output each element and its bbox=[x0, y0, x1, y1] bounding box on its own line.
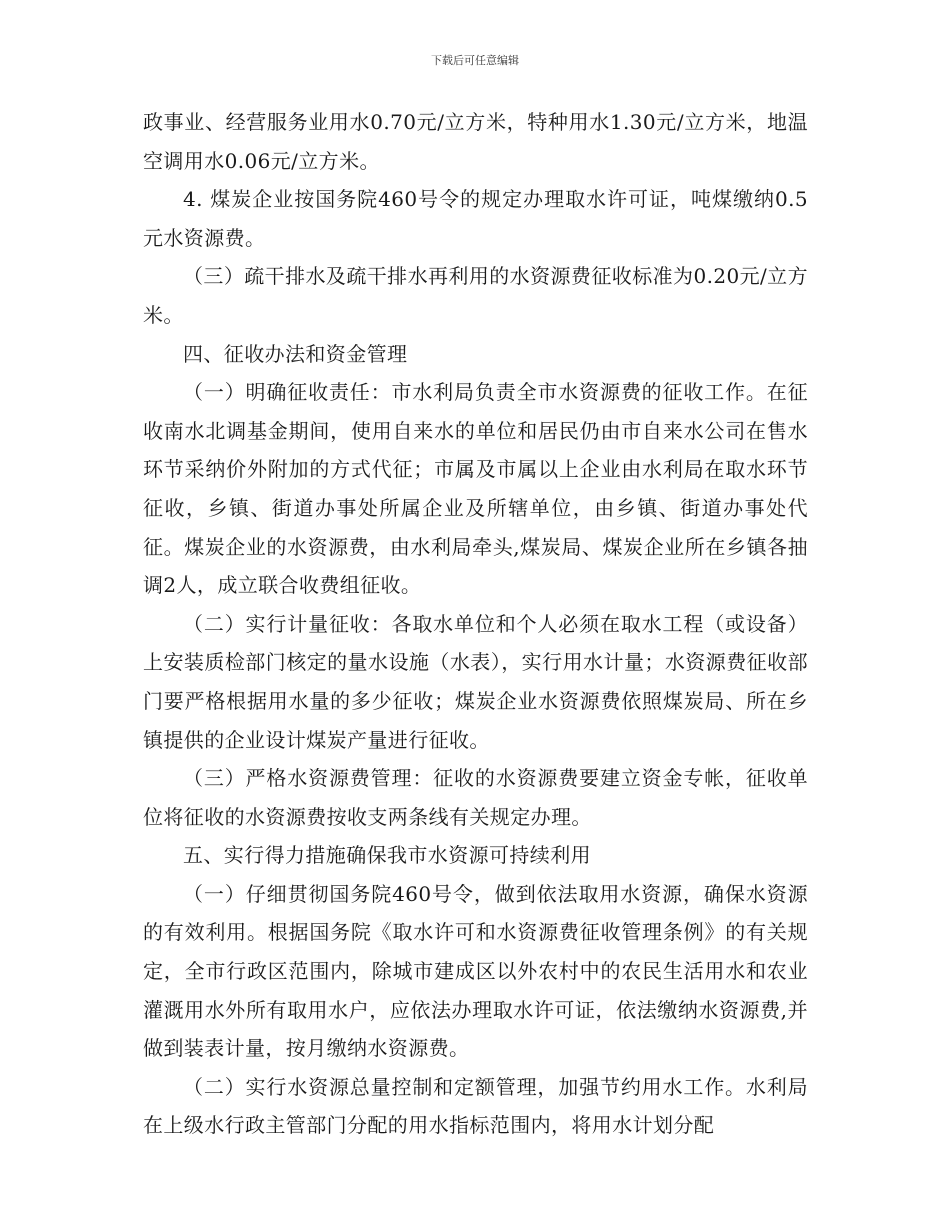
paragraph-fee-management: （三）严格水资源费管理：征收的水资源费要建立资金专帐，征收单位将征收的水资源费按收支两条线有关规定办理。 bbox=[143, 766, 808, 829]
paragraph-coal-enterprise-fee: 4. 煤炭企业按国务院460号令的规定办理取水许可证，吨煤缴纳0.5元水资源费。 bbox=[143, 187, 808, 250]
paragraph-drainage-fee: （三）疏干排水及疏干排水再利用的水资源费征收标准为0.20元/立方米。 bbox=[143, 264, 808, 327]
section-heading-collection-management: 四、征收办法和资金管理 bbox=[183, 341, 408, 366]
paragraph-water-prices: 政事业、经营服务业用水0.70元/立方米，特种用水1.30元/立方米，地温空调用水0.06元/立方米。 bbox=[143, 110, 808, 173]
paragraph-collection-responsibility: （一）明确征收责任：市水利局负责全市水资源费的征收工作。在征收南水北调基金期间，使用自来水的单位和居民仍由市自来水公司在售水环节采纳价外附加的方式代征；市属及市属以上企业由水利局在取水环节征收，乡镇、街道办事处所属企业及所辖单位，由乡镇、街道办事处代征。煤炭企业的水资源费，由水利局牵头,煤炭局、煤炭企业所在乡镇各抽调2人，成立联合收费组征收。 bbox=[143, 380, 808, 598]
section-heading-sustainable-use: 五、实行得力措施确保我市水资源可持续利用 bbox=[183, 843, 591, 868]
paragraph-decree-460: （一）仔细贯彻国务院460号令，做到依法取用水资源，确保水资源的有效利用。根据国务院《取水许可和水资源费征收管理条例》的有关规定，全市行政区范围内，除城市建成区以外农村中的农民生活用水和农业灌溉用水外所有取用水户，应依法办理取水许可证，依法缴纳水资源费,并做到装表计量，按月缴纳水资源费。 bbox=[143, 881, 808, 1061]
paragraph-metered-collection: （二）实行计量征收：各取水单位和个人必须在取水工程（或设备）上安装质检部门核定的量水设施（水表），实行用水计量；水资源费征收部门要严格根据用水量的多少征收；煤炭企业水资源费依照煤炭局、所在乡镇提供的企业设计煤炭产量进行征收。 bbox=[143, 611, 808, 752]
document-body bbox=[143, 103, 808, 1145]
paragraph-quota-management: （二）实行水资源总量控制和定额管理，加强节约用水工作。水利局在上级水行政主管部门分配的用水指标范围内，将用水计划分配 bbox=[143, 1074, 808, 1138]
page-header: 下载后可任意编辑 bbox=[431, 54, 519, 67]
